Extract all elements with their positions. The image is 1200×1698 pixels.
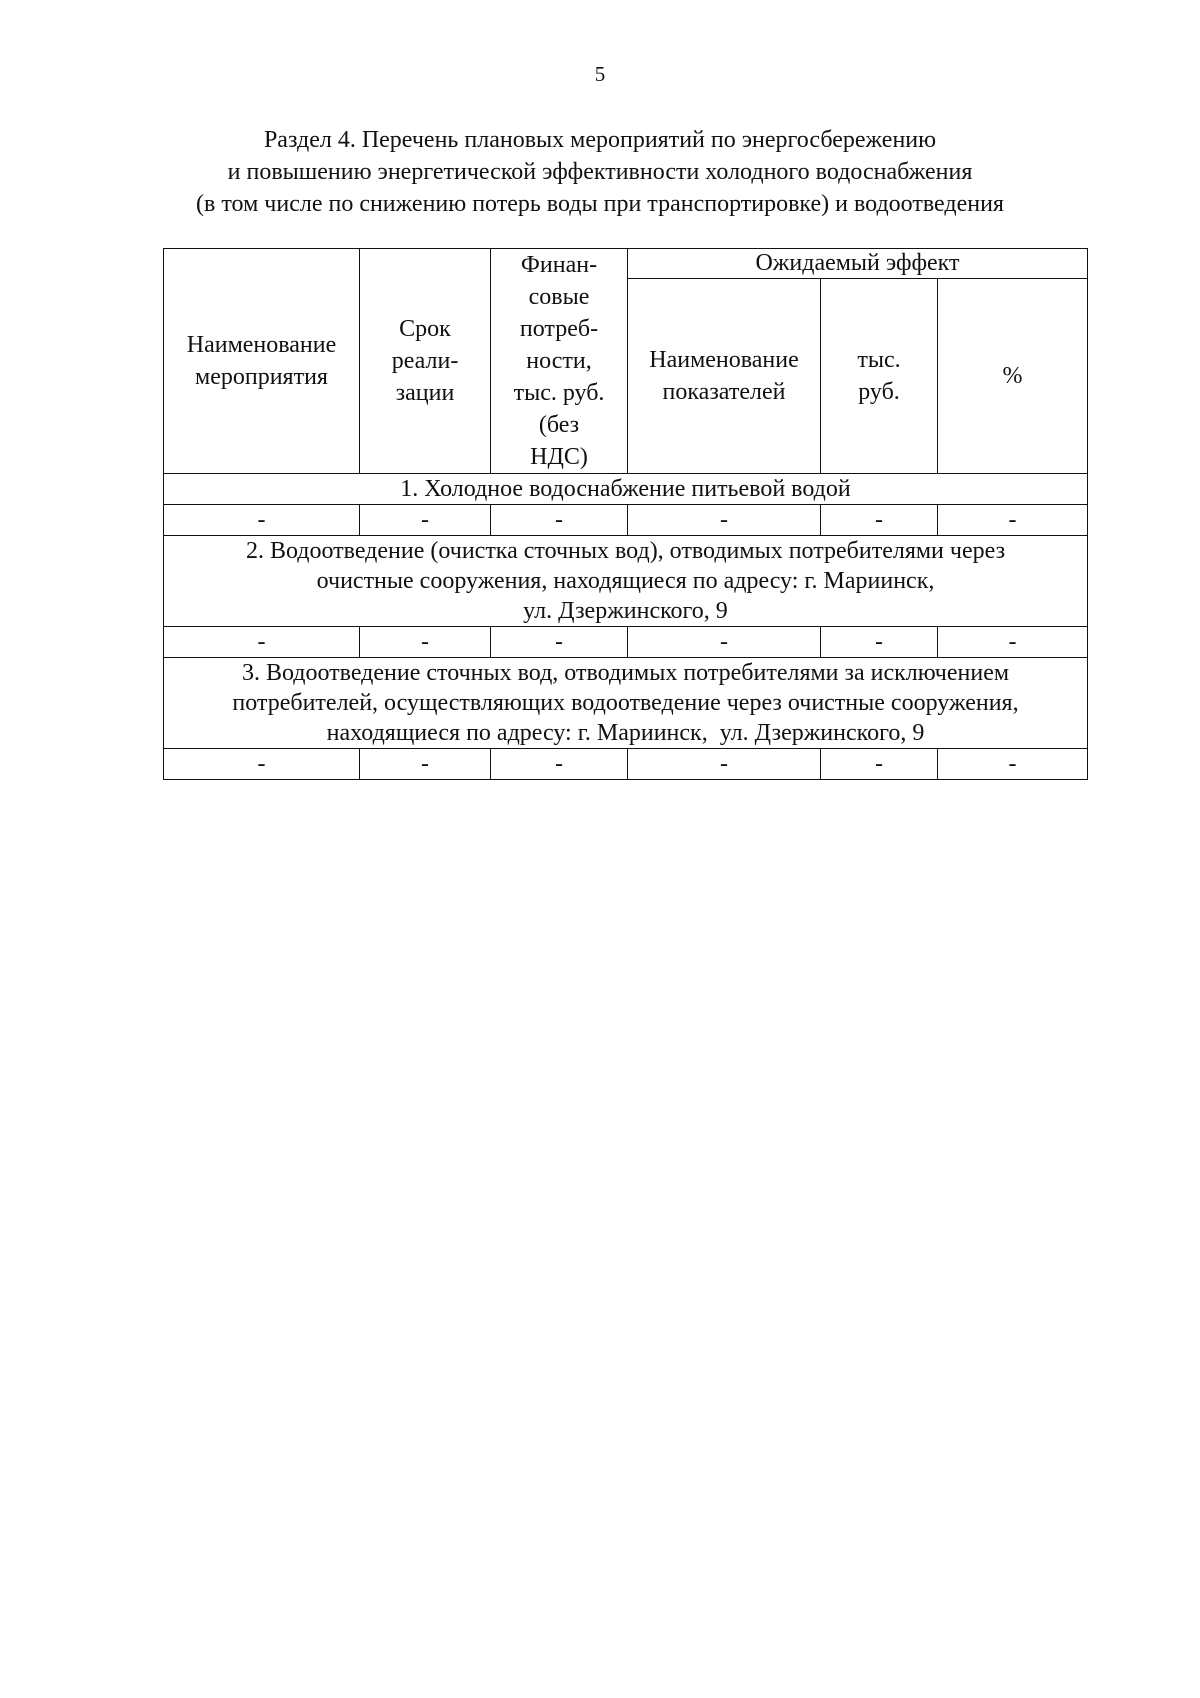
cell-activity: - — [164, 749, 360, 780]
header-indicators: Наименование показателей — [628, 279, 821, 474]
section-row-3 — [164, 658, 1088, 749]
table-row — [164, 505, 1088, 536]
header-activity-name: Наименование мероприятия — [164, 249, 360, 474]
cell-thousand-rub: - — [821, 627, 938, 658]
cell-term: - — [360, 627, 491, 658]
cell-indicators: - — [628, 627, 821, 658]
cell-finance: - — [491, 749, 628, 780]
cell-term: - — [360, 749, 491, 780]
cell-term: - — [360, 505, 491, 536]
cell-activity: - — [164, 505, 360, 536]
measures-table — [163, 248, 1088, 780]
cell-percent: - — [938, 627, 1088, 658]
cell-indicators: - — [628, 505, 821, 536]
section-title — [120, 124, 1080, 220]
cell-thousand-rub: - — [821, 749, 938, 780]
table-row — [164, 627, 1088, 658]
section-heading: 2. Водоотведение (очистка сточных вод), отводимых потребителями через очистные сооружения, находящиеся по адресу: г. Мариинск, ул. Дзержинского, 9 — [164, 536, 1088, 627]
title-line-2: и повышению энергетической эффективности холодного водоснабжения — [227, 159, 973, 185]
cell-finance: - — [491, 505, 628, 536]
header-finance: Финан- совые потреб- ности, тыс. руб. (без НДС) — [491, 249, 628, 474]
section-heading: 3. Водоотведение сточных вод, отводимых потребителями за исключением потребителей, осуществляющих водоотведение через очистные сооружения, находящиеся по адресу: г. Мариинск, ул. Дзержинского, 9 — [164, 658, 1088, 749]
cell-indicators: - — [628, 749, 821, 780]
section-row-1 — [164, 474, 1088, 505]
section-heading: 1. Холодное водоснабжение питьевой водой — [164, 474, 1088, 505]
page-number: 5 — [594, 62, 606, 86]
header-expected-effect: Ожидаемый эффект — [628, 249, 1088, 279]
section-row-2 — [164, 536, 1088, 627]
table-row — [164, 749, 1088, 780]
cell-thousand-rub: - — [821, 505, 938, 536]
title-line-3: (в том числе по снижению потерь воды при транспортировке) и водоотведения — [196, 191, 1004, 217]
cell-activity: - — [164, 627, 360, 658]
header-term: Срок реали- зации — [360, 249, 491, 474]
cell-finance: - — [491, 627, 628, 658]
cell-percent: - — [938, 505, 1088, 536]
title-line-1: Раздел 4. Перечень плановых мероприятий по энергосбережению — [263, 127, 937, 153]
cell-percent: - — [938, 749, 1088, 780]
header-percent: % — [938, 279, 1088, 474]
header-thousand-rub: тыс. руб. — [821, 279, 938, 474]
header-row-1 — [164, 249, 1088, 279]
